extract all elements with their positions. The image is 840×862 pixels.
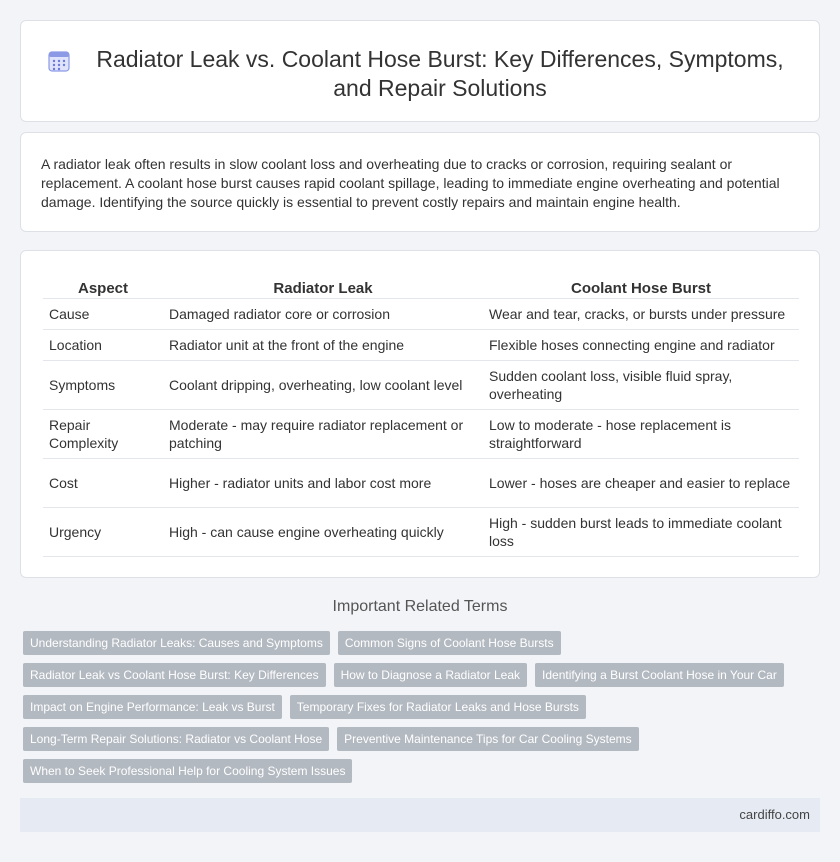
table-cell: Sudden coolant loss, visible fluid spray, overheating <box>483 361 799 410</box>
related-term-tag[interactable]: Preventive Maintenance Tips for Car Cooling Systems <box>337 727 638 751</box>
calendar-icon <box>47 49 71 73</box>
table-cell: Urgency <box>43 508 163 557</box>
table-row <box>43 410 799 459</box>
related-term-tag[interactable]: How to Diagnose a Radiator Leak <box>334 663 527 687</box>
table-cell: Higher - radiator units and labor cost more <box>163 459 483 508</box>
table-row <box>43 361 799 410</box>
table-cell: Cause <box>43 299 163 330</box>
footer <box>20 798 820 832</box>
intro-text: A radiator leak often results in slow coolant loss and overheating due to cracks or corrosion, requiring sealant or replacement. A coolant hose burst causes rapid coolant spillage, leading to immediate engine overheating and potential damage. Identifying the source quickly is essential to prevent costly repairs and maintain engine health. <box>41 156 780 210</box>
header-aspect: Aspect <box>43 275 163 299</box>
table-header-row <box>43 275 799 299</box>
related-term-tag[interactable]: Identifying a Burst Coolant Hose in Your Car <box>535 663 784 687</box>
title-card <box>20 20 820 122</box>
table-row <box>43 508 799 557</box>
table-row <box>43 459 799 508</box>
table-cell: High - can cause engine overheating quickly <box>163 508 483 557</box>
header-radiator-leak: Radiator Leak <box>163 275 483 299</box>
table-cell: Flexible hoses connecting engine and radiator <box>483 330 799 361</box>
header-coolant-hose-burst: Coolant Hose Burst <box>483 275 799 299</box>
table-cell: Damaged radiator core or corrosion <box>163 299 483 330</box>
related-term-tag[interactable]: Long-Term Repair Solutions: Radiator vs Coolant Hose <box>23 727 329 751</box>
page-title: Radiator Leak vs. Coolant Hose Burst: Key Differences, Symptoms, and Repair Solutions <box>96 46 784 101</box>
table-cell: Location <box>43 330 163 361</box>
comparison-card <box>20 250 820 578</box>
table-cell: Wear and tear, cracks, or bursts under pressure <box>483 299 799 330</box>
related-term-tag[interactable]: Temporary Fixes for Radiator Leaks and Hose Bursts <box>290 695 586 719</box>
related-term-tag[interactable]: Radiator Leak vs Coolant Hose Burst: Key Differences <box>23 663 326 687</box>
table-cell: Lower - hoses are cheaper and easier to replace <box>483 459 799 508</box>
table-cell: Coolant dripping, overheating, low coolant level <box>163 361 483 410</box>
related-term-tag[interactable]: Impact on Engine Performance: Leak vs Burst <box>23 695 282 719</box>
footer-site-link[interactable]: cardiffo.com <box>739 807 810 822</box>
table-cell: High - sudden burst leads to immediate coolant loss <box>483 508 799 557</box>
table-cell: Cost <box>43 459 163 508</box>
related-term-tag[interactable]: When to Seek Professional Help for Cooling System Issues <box>23 759 352 783</box>
table-cell: Radiator unit at the front of the engine <box>163 330 483 361</box>
table-row <box>43 299 799 330</box>
comparison-table <box>43 275 799 557</box>
related-term-tag[interactable]: Common Signs of Coolant Hose Bursts <box>338 631 561 655</box>
related-terms-title: Important Related Terms <box>332 598 508 615</box>
table-cell: Repair Complexity <box>43 410 163 459</box>
related-terms-list <box>23 631 823 791</box>
table-cell: Moderate - may require radiator replacement or patching <box>163 410 483 459</box>
table-row <box>43 330 799 361</box>
table-cell: Symptoms <box>43 361 163 410</box>
table-cell: Low to moderate - hose replacement is straightforward <box>483 410 799 459</box>
intro-card <box>20 132 820 232</box>
related-term-tag[interactable]: Understanding Radiator Leaks: Causes and Symptoms <box>23 631 330 655</box>
